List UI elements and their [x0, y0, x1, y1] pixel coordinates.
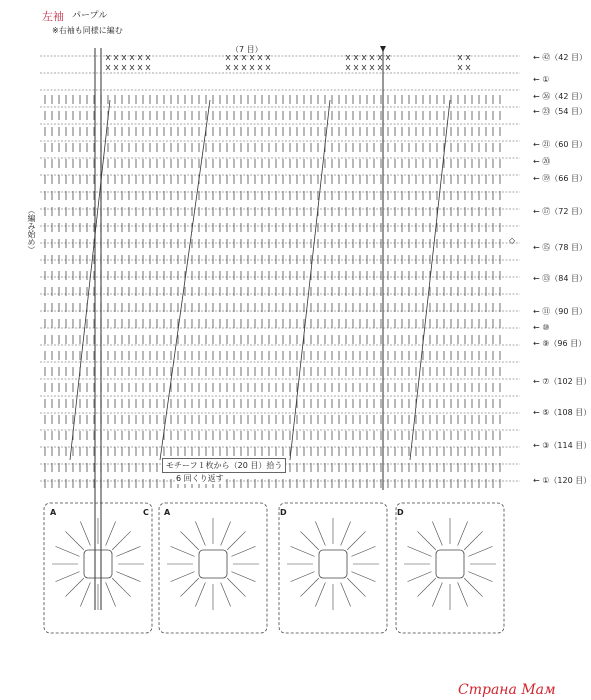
row-label: ← ①	[533, 75, 550, 84]
row-label: ← ⑨（96 目）	[533, 339, 587, 348]
motif-center	[436, 550, 464, 578]
motif-letter-d2: D	[397, 508, 404, 517]
row-label: ← ㉓（54 目）	[533, 107, 587, 116]
row-label: ← ⑳	[533, 157, 551, 166]
motif-center	[319, 550, 347, 578]
motif-letter-a2: A	[164, 508, 171, 517]
right-marker: ◇	[509, 236, 516, 245]
row-label: ← ⑬（84 目）	[533, 274, 587, 283]
repeat-count: 6 回くり返す	[176, 474, 224, 483]
row-label: ← ⑰（72 目）	[533, 207, 587, 216]
repeat-note: モチーフ１枚から（20 目）拾う	[162, 458, 286, 473]
motif-letter-a: A	[50, 508, 57, 517]
row-label: ← ⑪（90 目）	[533, 307, 587, 316]
color-note: パープル	[72, 11, 108, 21]
row-label: ← ⑲（66 目）	[533, 174, 587, 183]
row-label: ← ㉑（60 目）	[533, 140, 587, 149]
row-label: ← ⑩	[533, 323, 550, 332]
motif-center	[199, 550, 227, 578]
top-stitch-label: （7 目）	[231, 45, 263, 54]
row-label: ← ①（120 目）	[533, 476, 591, 485]
watermark: Страна Мам	[458, 682, 556, 698]
row-label: ← ⑮（78 目）	[533, 243, 587, 252]
row-label: ← ⑦（102 目）	[533, 377, 591, 386]
page-title: 左袖	[42, 10, 64, 23]
motif-letter-d: D	[280, 508, 287, 517]
row-label: ← ⑤（108 目）	[533, 408, 591, 417]
motif-center	[84, 550, 112, 578]
side-label: （編み始め）	[27, 206, 36, 254]
row-label: ← ㊷（42 目）	[533, 53, 587, 62]
motif-letter-c: C	[143, 508, 149, 517]
row-label: ← ③（114 目）	[533, 441, 591, 450]
row-label: ← ㉖（42 目）	[533, 92, 587, 101]
start-arrow-icon	[380, 46, 386, 52]
instruction-note: ※右袖も同様に編む	[52, 26, 123, 35]
